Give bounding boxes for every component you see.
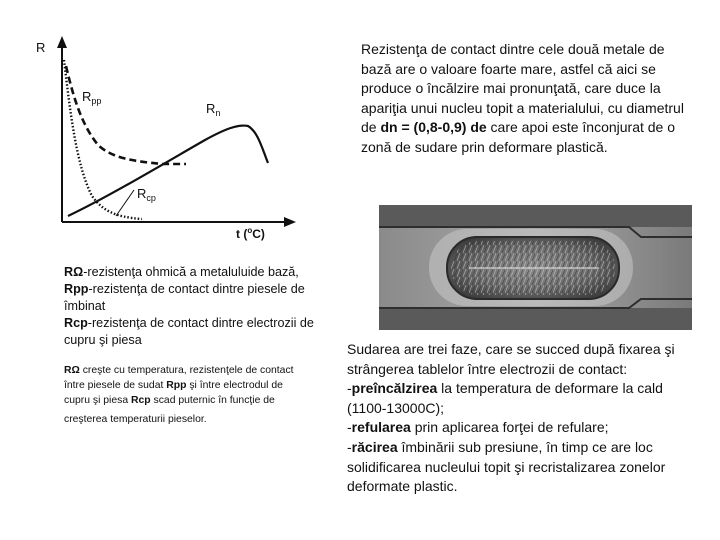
rcp-pointer-line — [116, 190, 134, 216]
note-paragraph: RΩ creşte cu temperatura, rezistenţele de contact între piesele de sudat Rpp şi între electrodul de cupru şi piesa Rcp scad puternic în funcţie de — [64, 365, 294, 406]
phase-item-upsetting: -refularea prin aplicarea forţei de refulare; — [347, 419, 609, 436]
curve-rpp — [66, 66, 186, 164]
phase-item-cooling: -răcirea îmbinării sub presiune, în timp ce are loc solidificarea nucleului topit şi recristalizarea zonelor deformate plastic. — [347, 438, 666, 495]
x-axis-label: t ($^o$C) — [236, 226, 265, 241]
x-axis-arrow — [284, 217, 296, 227]
legend-item-rohm: RΩ-rezistenţa ohmică a metaluluide bază, — [64, 265, 299, 279]
welding-phases — [347, 340, 692, 497]
contact-resistance-description: Rezistenţa de contact dintre cele două metale de bază are o valoare foarte mare, astfel că aici se produce o încălzire mai pronunţată, care duce la apariţia unui nucleu topit a materialului, cu diametrul de dn = (0,8-0,9) de care apoi este înconjurat de o zonă de sudare prin deformare plastică. — [361, 41, 684, 155]
legend-item-rpp: Rpp-rezistenţa de contact dintre piesele de îmbinat — [64, 282, 305, 313]
curve-label-rn: $R_n$ — [206, 101, 221, 118]
legend-item-rcp: Rcp-rezistenţa de contact dintre electrozii de cupru şi piesa — [64, 316, 314, 347]
note-continuation: creşterea temperaturii pieselor. — [64, 414, 207, 425]
phases-intro: Sudarea are trei faze, care se succed după fixarea şi strângerea tablelor între electrozii de contact: — [347, 341, 675, 377]
photo-top-band — [379, 205, 692, 227]
phase-item-preheating: -preîncălzirea la temperatura de deformare la cald (1100-13000C); — [347, 380, 663, 416]
weld-nugget-photo — [379, 205, 692, 330]
curve-label-rcp: $R_{cp}$ — [137, 186, 156, 203]
resistance-temperature-graph — [0, 0, 310, 245]
curve-label-rpp: $R_{pp}$ — [82, 89, 102, 106]
resistance-legend — [64, 264, 314, 349]
photo-bottom-band — [379, 308, 692, 330]
y-axis-label: R — [36, 40, 46, 55]
temperature-note — [64, 363, 304, 427]
y-axis-arrow — [57, 36, 67, 48]
